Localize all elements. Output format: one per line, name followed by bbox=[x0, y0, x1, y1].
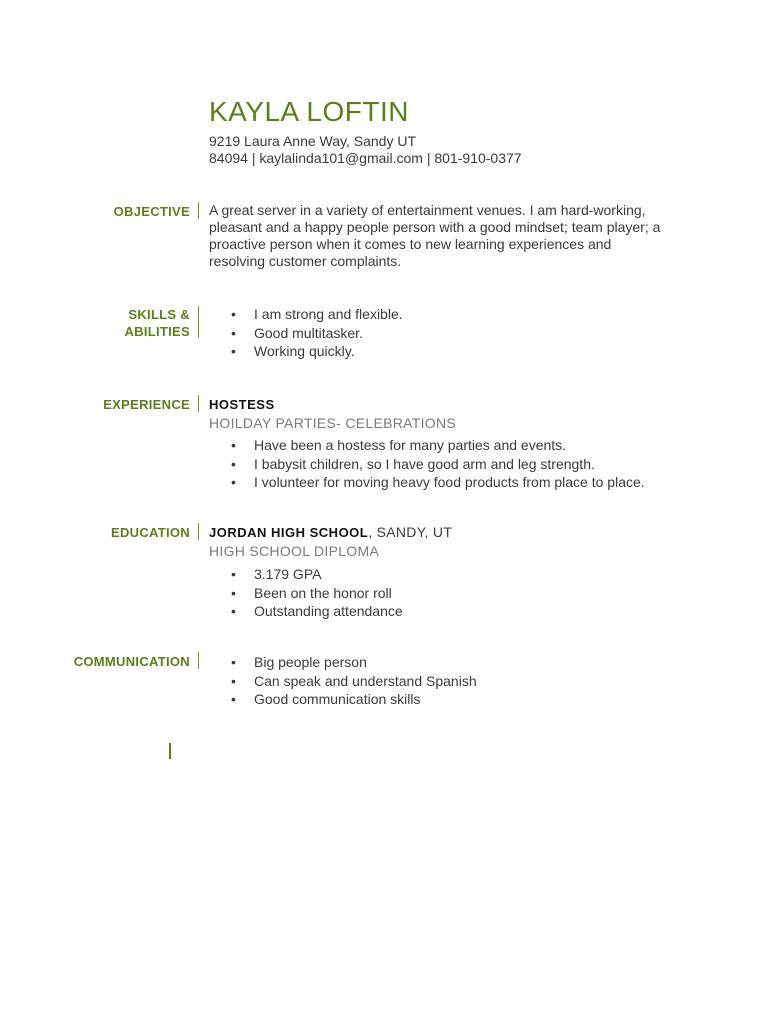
bullet-icon: • bbox=[231, 603, 236, 619]
list-item bbox=[209, 343, 669, 362]
school-name: JORDAN HIGH SCHOOL bbox=[209, 525, 369, 540]
list-item bbox=[209, 566, 669, 585]
bullet-icon: • bbox=[231, 672, 236, 689]
list-item bbox=[209, 654, 669, 673]
job-title: HOSTESS bbox=[209, 397, 275, 412]
bullet-icon: • bbox=[231, 455, 236, 472]
list-item-text: Big people person bbox=[254, 654, 367, 670]
section-label-skills bbox=[124, 306, 190, 340]
list-item-text: Can speak and understand Spanish bbox=[254, 672, 477, 689]
list-item bbox=[209, 325, 669, 344]
bullet-icon: • bbox=[231, 654, 236, 670]
list-item-text: I am strong and flexible. bbox=[254, 306, 403, 322]
experience-content bbox=[209, 396, 669, 493]
list-item-text: I volunteer for moving heavy food products from place to place. bbox=[254, 474, 645, 490]
list-item bbox=[209, 456, 669, 475]
communication-list bbox=[209, 654, 669, 710]
section-divider bbox=[198, 395, 199, 412]
communication-content bbox=[209, 654, 669, 710]
education-list bbox=[209, 566, 669, 622]
list-item bbox=[209, 306, 669, 325]
list-item-text: I babysit children, so I have good arm and leg strength. bbox=[254, 455, 595, 472]
job-subtitle: HOILDAY PARTIES- CELEBRATIONS bbox=[209, 415, 457, 431]
section-label-education: EDUCATION bbox=[110, 525, 190, 540]
list-item-text: 3.179 GPA bbox=[254, 566, 322, 582]
list-item bbox=[209, 691, 669, 710]
bullet-icon: • bbox=[231, 474, 236, 490]
objective-text: A great server in a variety of entertainment venues. I am hard-working, pleasant and a happy people person with a good mindset; team player; a proactive person when it comes to new learning experiences and resolving customer complaints. bbox=[209, 202, 661, 269]
list-item-text: Been on the honor roll bbox=[254, 584, 392, 601]
list-item-text: Working quickly. bbox=[254, 343, 355, 359]
candidate-name: KAYLA LOFTIN bbox=[209, 96, 409, 127]
bullet-icon: • bbox=[231, 306, 236, 322]
list-item bbox=[209, 673, 669, 692]
section-divider bbox=[198, 652, 199, 669]
contact-line: 84094 | kaylalinda101@gmail.com | 801-910-0377 bbox=[209, 150, 522, 166]
experience-list bbox=[209, 437, 669, 493]
list-item bbox=[209, 474, 669, 493]
education-content bbox=[209, 524, 669, 622]
school-location: , SANDY, UT bbox=[368, 524, 453, 540]
section-label-skills-line2: ABILITIES bbox=[124, 324, 190, 339]
bullet-icon: • bbox=[231, 343, 236, 359]
list-item-text: Good communication skills bbox=[254, 691, 421, 707]
skills-list bbox=[209, 306, 669, 362]
bullet-icon: • bbox=[231, 691, 236, 707]
section-divider bbox=[198, 202, 199, 219]
list-item-text: Have been a hostess for many parties and events. bbox=[254, 437, 567, 453]
bullet-icon: • bbox=[231, 324, 236, 341]
list-item bbox=[209, 603, 669, 622]
address-line: 9219 Laura Anne Way, Sandy UT bbox=[209, 133, 417, 149]
section-label-objective: OBJECTIVE bbox=[113, 204, 190, 219]
section-divider bbox=[198, 523, 199, 540]
section-label-skills-line1: SKILLS & bbox=[128, 307, 190, 322]
list-item-text: Good multitasker. bbox=[254, 324, 363, 341]
degree-subtitle: HIGH SCHOOL DIPLOMA bbox=[209, 543, 380, 559]
section-label-experience: EXPERIENCE bbox=[103, 397, 190, 412]
section-label-communication: COMMUNICATION bbox=[73, 654, 190, 669]
bullet-icon: • bbox=[231, 437, 236, 453]
bullet-icon: • bbox=[231, 566, 236, 582]
list-item bbox=[209, 437, 669, 456]
list-item bbox=[209, 585, 669, 604]
section-divider bbox=[198, 306, 199, 338]
bullet-icon: • bbox=[231, 584, 236, 601]
empty-section-divider bbox=[169, 743, 171, 759]
skills-content bbox=[209, 306, 669, 362]
list-item-text: Outstanding attendance bbox=[254, 603, 403, 619]
